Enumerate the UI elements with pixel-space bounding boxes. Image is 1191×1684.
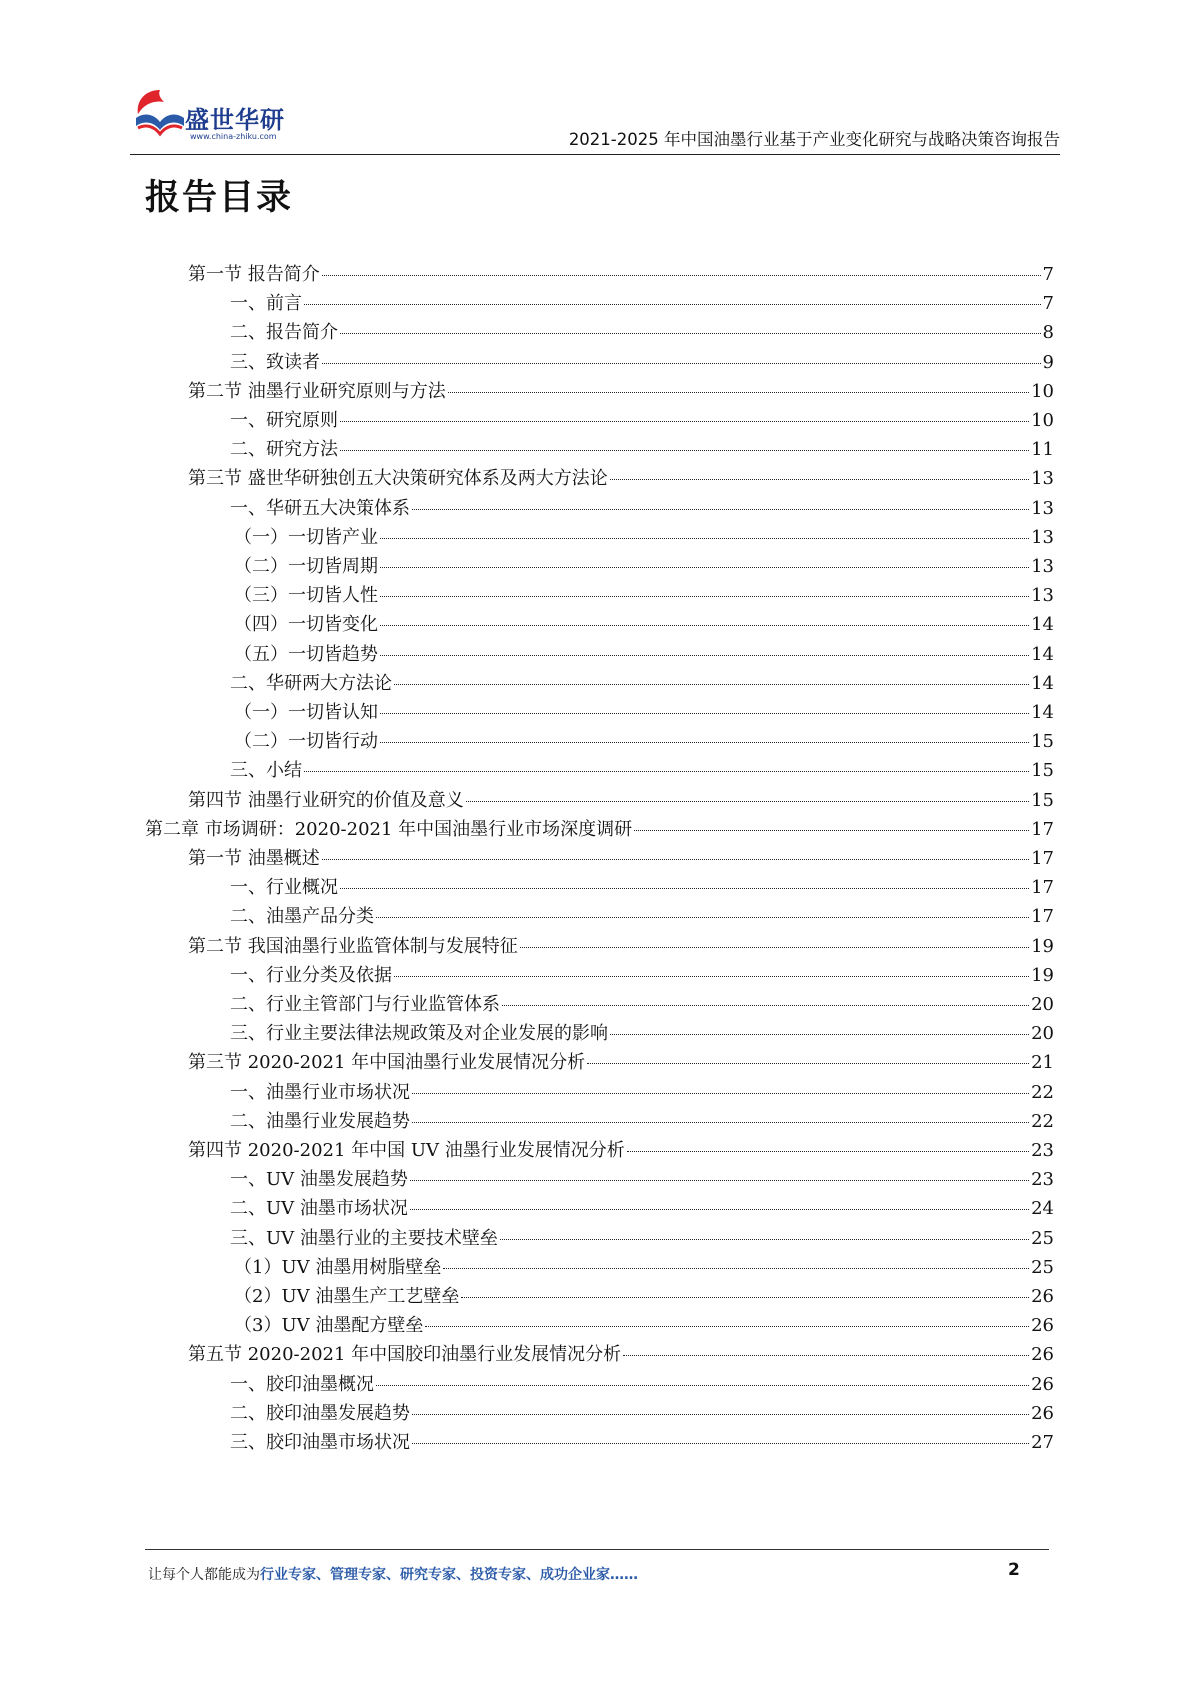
page-header <box>130 80 1060 158</box>
toc-entry-title: （二）一切皆行动 <box>234 731 378 753</box>
toc-dot-leader <box>380 567 1029 568</box>
toc-entry-title: 第二节 油墨行业研究原则与方法 <box>188 380 446 402</box>
toc-entry-title: （三）一切皆人性 <box>234 585 378 607</box>
page-number: 2 <box>1008 1560 1020 1580</box>
toc-entry-title: （二）一切皆周期 <box>234 556 378 577</box>
toc-entry-page: 26 <box>1031 1402 1054 1424</box>
toc-entry-page: 19 <box>1031 935 1054 957</box>
toc-entry[interactable] <box>188 463 1054 494</box>
toc-entry-page: 10 <box>1031 380 1054 402</box>
toc-entry-page: 13 <box>1031 526 1054 548</box>
toc-dot-leader <box>322 275 1041 276</box>
toc-dot-leader <box>410 1209 1029 1210</box>
page-title: 报告目录 <box>145 178 294 218</box>
toc-entry-page: 26 <box>1031 1373 1054 1395</box>
toc-entry-title: 三、胶印油墨市场状况 <box>230 1432 410 1453</box>
toc-entry-title: 一、前言 <box>230 293 302 315</box>
toc-entry[interactable] <box>234 522 1054 553</box>
toc-entry-page: 8 <box>1042 322 1054 344</box>
toc-entry-page: 7 <box>1042 293 1054 315</box>
toc-entry-page: 20 <box>1031 1023 1054 1045</box>
toc-dot-leader <box>380 538 1029 539</box>
toc-entry[interactable] <box>230 1369 1054 1400</box>
toc-entry-title: 三、行业主要法律法规政策及对企业发展的影响 <box>230 1023 608 1045</box>
toc-dot-leader <box>412 1443 1029 1444</box>
toc-entry[interactable] <box>188 931 1054 962</box>
toc-entry-title: （四）一切皆变化 <box>234 614 378 636</box>
toc-entry[interactable] <box>230 1164 1054 1195</box>
toc-entry-page: 14 <box>1031 643 1054 665</box>
toc-entry-page: 11 <box>1031 439 1054 461</box>
toc-entry[interactable] <box>230 1077 1054 1108</box>
toc-entry-title: 一、胶印油墨概况 <box>230 1373 374 1395</box>
toc-entry[interactable] <box>230 960 1054 991</box>
toc-entry-page: 15 <box>1031 760 1054 782</box>
toc-entry-title: 一、油墨行业市场状况 <box>230 1081 410 1103</box>
toc-entry[interactable] <box>234 639 1054 670</box>
toc-entry-title: 第一节 报告简介 <box>188 264 320 285</box>
toc-entry-title: 第四节 油墨行业研究的价值及意义 <box>188 789 464 811</box>
toc-entry-page: 23 <box>1031 1140 1054 1161</box>
toc-entry[interactable] <box>234 1252 1054 1283</box>
brand-url: www.china-zhiku.com <box>190 132 277 141</box>
toc-dot-leader <box>448 392 1029 393</box>
toc-entry-page: 20 <box>1031 994 1054 1015</box>
toc-dot-leader <box>380 596 1029 597</box>
toc-entry-page: 25 <box>1031 1256 1054 1278</box>
toc-entry-title: 二、报告简介 <box>230 322 338 344</box>
toc-dot-leader <box>634 830 1029 831</box>
toc-entry-page: 10 <box>1031 410 1054 431</box>
toc-entry[interactable] <box>230 668 1054 699</box>
footer-divider <box>145 1549 1049 1550</box>
toc-entry[interactable] <box>234 551 1054 582</box>
toc-entry[interactable] <box>188 785 1054 816</box>
toc-entry-page: 27 <box>1031 1432 1054 1453</box>
toc-entry-page: 9 <box>1042 351 1054 373</box>
toc-entry[interactable] <box>230 755 1054 786</box>
toc-entry-page: 15 <box>1031 731 1054 753</box>
toc-dot-leader <box>520 947 1029 948</box>
toc-dot-leader <box>587 1063 1029 1064</box>
toc-dot-leader <box>610 479 1029 480</box>
toc-entry-page: 14 <box>1031 614 1054 636</box>
toc-entry[interactable] <box>188 376 1054 407</box>
toc-entry-title: 一、华研五大决策体系 <box>230 497 410 519</box>
toc-dot-leader <box>380 655 1029 656</box>
toc-entry-title: 第二节 我国油墨行业监管体制与发展特征 <box>188 935 518 957</box>
toc-entry[interactable] <box>188 1339 1054 1370</box>
toc-entry[interactable] <box>145 814 1054 845</box>
toc-entry-page: 15 <box>1031 789 1054 811</box>
toc-entry[interactable] <box>230 317 1054 348</box>
toc-entry[interactable] <box>234 1281 1054 1312</box>
toc-entry-page: 13 <box>1031 585 1054 607</box>
toc-dot-leader <box>340 888 1029 889</box>
toc-entry-page: 13 <box>1031 497 1054 519</box>
toc-dot-leader <box>410 1180 1029 1181</box>
toc-entry[interactable] <box>230 347 1054 378</box>
toc-entry-title: 二、油墨行业发展趋势 <box>230 1110 410 1132</box>
toc-dot-leader <box>376 1385 1029 1386</box>
toc-entry[interactable] <box>230 1018 1054 1049</box>
toc-entry[interactable] <box>230 872 1054 903</box>
toc-entry-page: 19 <box>1031 964 1054 986</box>
toc-entry-title: 第二章 市场调研：2020-2021 年中国油墨行业市场深度调研 <box>145 818 633 840</box>
toc-entry-title: （3）UV 油墨配方壁垒 <box>234 1315 424 1337</box>
toc-entry[interactable] <box>230 434 1054 465</box>
toc-dot-leader <box>425 1326 1029 1327</box>
toc-dot-leader <box>461 1297 1029 1298</box>
toc-entry[interactable] <box>230 1223 1054 1254</box>
toc-entry-page: 25 <box>1031 1227 1054 1249</box>
toc-entry-title: 二、油墨产品分类 <box>230 906 374 928</box>
toc-dot-leader <box>340 421 1029 422</box>
toc-entry-title: 第四节 2020-2021 年中国 UV 油墨行业发展情况分析 <box>188 1140 625 1161</box>
toc-dot-leader <box>623 1355 1029 1356</box>
toc-entry-title: 一、行业分类及依据 <box>230 964 392 986</box>
toc-entry[interactable] <box>230 405 1054 436</box>
toc-entry-title: 二、华研两大方法论 <box>230 672 392 694</box>
toc-entry-page: 26 <box>1031 1286 1054 1307</box>
logo-book-icon <box>130 84 190 144</box>
toc-entry-title: 第五节 2020-2021 年中国胶印油墨行业发展情况分析 <box>188 1344 622 1366</box>
toc-dot-leader <box>412 509 1029 510</box>
toc-dot-leader <box>304 304 1041 305</box>
toc-dot-leader <box>376 917 1029 918</box>
toc-entry[interactable] <box>230 989 1054 1020</box>
toc-entry[interactable] <box>234 726 1054 757</box>
toc-dot-leader <box>443 1268 1029 1269</box>
toc-dot-leader <box>322 859 1029 860</box>
toc-dot-leader <box>394 976 1029 977</box>
toc-dot-leader <box>412 1414 1029 1415</box>
toc-dot-leader <box>412 1093 1029 1094</box>
toc-entry-title: 第一节 油墨概述 <box>188 848 320 869</box>
toc-entry-title: 三、小结 <box>230 760 302 782</box>
toc-dot-leader <box>627 1151 1029 1152</box>
toc-entry-title: （一）一切皆产业 <box>234 526 378 548</box>
toc-entry-page: 17 <box>1031 906 1054 928</box>
toc-entry-page: 23 <box>1031 1169 1054 1191</box>
brand-name: 盛世华研 <box>185 106 285 134</box>
toc-entry-title: （一）一切皆认知 <box>234 702 378 723</box>
toc-entry-title: （五）一切皆趋势 <box>234 643 378 665</box>
header-divider <box>130 154 1060 155</box>
toc-entry-title: 第三节 盛世华研独创五大决策研究体系及两大方法论 <box>188 468 608 490</box>
toc-entry-page: 21 <box>1031 1052 1054 1074</box>
toc-entry-page: 17 <box>1031 818 1054 840</box>
toc-entry-title: 第三节 2020-2021 年中国油墨行业发展情况分析 <box>188 1052 586 1074</box>
toc-entry-title: 一、研究原则 <box>230 410 338 431</box>
toc-entry-page: 24 <box>1031 1198 1054 1220</box>
toc-entry-title: 三、UV 油墨行业的主要技术壁垒 <box>230 1227 498 1249</box>
toc-entry-page: 13 <box>1031 468 1054 490</box>
toc-entry[interactable] <box>230 1427 1054 1458</box>
toc-dot-leader <box>394 684 1029 685</box>
toc-entry[interactable] <box>188 259 1054 290</box>
toc-entry-page: 17 <box>1031 848 1054 869</box>
toc-entry[interactable] <box>230 288 1054 319</box>
toc-dot-leader <box>466 801 1029 802</box>
company-logo <box>130 80 310 150</box>
toc-dot-leader <box>340 450 1029 451</box>
toc-entry-page: 17 <box>1031 877 1054 899</box>
toc-dot-leader <box>304 771 1029 772</box>
toc-entry[interactable] <box>234 580 1054 611</box>
toc-dot-leader <box>380 742 1029 743</box>
toc-entry-title: 一、UV 油墨发展趋势 <box>230 1169 408 1191</box>
toc-entry-page: 7 <box>1042 264 1054 285</box>
footer-slogan-roles: 行业专家、管理专家、研究专家、投资专家、成功企业家…… <box>260 1567 638 1583</box>
toc-entry-title: 二、研究方法 <box>230 439 338 461</box>
report-title: 2021-2025 年中国油墨行业基于产业变化研究与战略决策咨询报告 <box>568 130 1060 149</box>
toc-entry[interactable] <box>230 1106 1054 1137</box>
toc-entry-title: 二、行业主管部门与行业监管体系 <box>230 994 500 1015</box>
toc-dot-leader <box>322 363 1041 364</box>
footer-slogan-prefix: 让每个人都能成为 <box>148 1567 260 1583</box>
toc-entry-page: 14 <box>1031 672 1054 694</box>
toc-entry-title: 一、行业概况 <box>230 877 338 899</box>
toc-entry[interactable] <box>234 697 1054 728</box>
toc-entry[interactable] <box>188 1135 1054 1166</box>
toc-entry-page: 22 <box>1031 1081 1054 1103</box>
toc-entry-page: 14 <box>1031 702 1054 723</box>
toc-entry[interactable] <box>188 1047 1054 1078</box>
toc-dot-leader <box>340 333 1041 334</box>
toc-entry-title: 二、UV 油墨市场状况 <box>230 1198 408 1220</box>
toc-dot-leader <box>500 1239 1029 1240</box>
toc-dot-leader <box>502 1005 1029 1006</box>
toc-dot-leader <box>610 1034 1029 1035</box>
toc-entry[interactable] <box>230 1193 1054 1224</box>
toc-entry[interactable] <box>188 843 1054 874</box>
toc-entry-page: 26 <box>1031 1315 1054 1337</box>
toc-entry[interactable] <box>234 1310 1054 1341</box>
toc-entry[interactable] <box>234 609 1054 640</box>
toc-entry-page: 22 <box>1031 1110 1054 1132</box>
toc-dot-leader <box>380 713 1029 714</box>
toc-entry[interactable] <box>230 493 1054 524</box>
toc-entry-title: 三、致读者 <box>230 351 320 373</box>
toc-entry-title: （1）UV 油墨用树脂壁垒 <box>234 1256 442 1278</box>
toc-entry-page: 26 <box>1031 1344 1054 1366</box>
toc-entry-title: （2）UV 油墨生产工艺壁垒 <box>234 1286 460 1307</box>
toc-dot-leader <box>412 1122 1029 1123</box>
footer-slogan <box>148 1564 638 1584</box>
toc-entry[interactable] <box>230 901 1054 932</box>
toc-dot-leader <box>380 625 1029 626</box>
toc-entry-page: 13 <box>1031 556 1054 577</box>
toc-entry-title: 二、胶印油墨发展趋势 <box>230 1402 410 1424</box>
toc-entry[interactable] <box>230 1398 1054 1429</box>
